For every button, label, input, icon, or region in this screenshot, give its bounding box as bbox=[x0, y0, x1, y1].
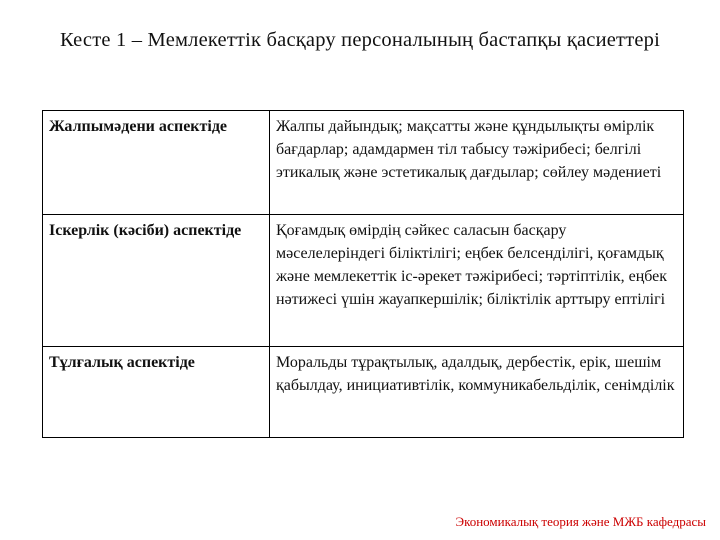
description-cell: Моральды тұрақтылық, адалдық, дербестік, ерік, шешім қабылдау, инициативтілік, коммуникабельділік, сенімділік bbox=[270, 347, 684, 438]
table-row bbox=[43, 347, 684, 438]
aspect-cell: Жалпымәдени аспектіде bbox=[43, 111, 270, 215]
qualities-table bbox=[42, 110, 684, 438]
description-cell: Жалпы дайындық; мақсатты және құндылықты өмірлік бағдарлар; адамдармен тіл табысу тәжірибесі; белгілі этикалық және эстетикалық дағдылар; сөйлеу мәдениеті bbox=[270, 111, 684, 215]
department-footer: Экономикалық теория және МЖБ кафедрасы bbox=[455, 514, 706, 529]
table-row bbox=[43, 111, 684, 215]
aspect-cell: Тұлғалық аспектіде bbox=[43, 347, 270, 438]
aspect-cell: Іскерлік (кәсіби) аспектіде bbox=[43, 215, 270, 347]
table-row bbox=[43, 215, 684, 347]
table-caption: Кесте 1 – Мемлекеттік басқару персоналының бастапқы қасиеттері bbox=[60, 29, 661, 51]
description-cell: Қоғамдық өмірдің сәйкес саласын басқару мәселелеріндегі біліктілігі; еңбек белсенділігі, қоғамдық және мемлекеттік іс-әрекет тәжірибесі; тәртіптілік, еңбек нәтижесі үшін жауапкершілік; біліктілік арттыру ептілігі bbox=[270, 215, 684, 347]
